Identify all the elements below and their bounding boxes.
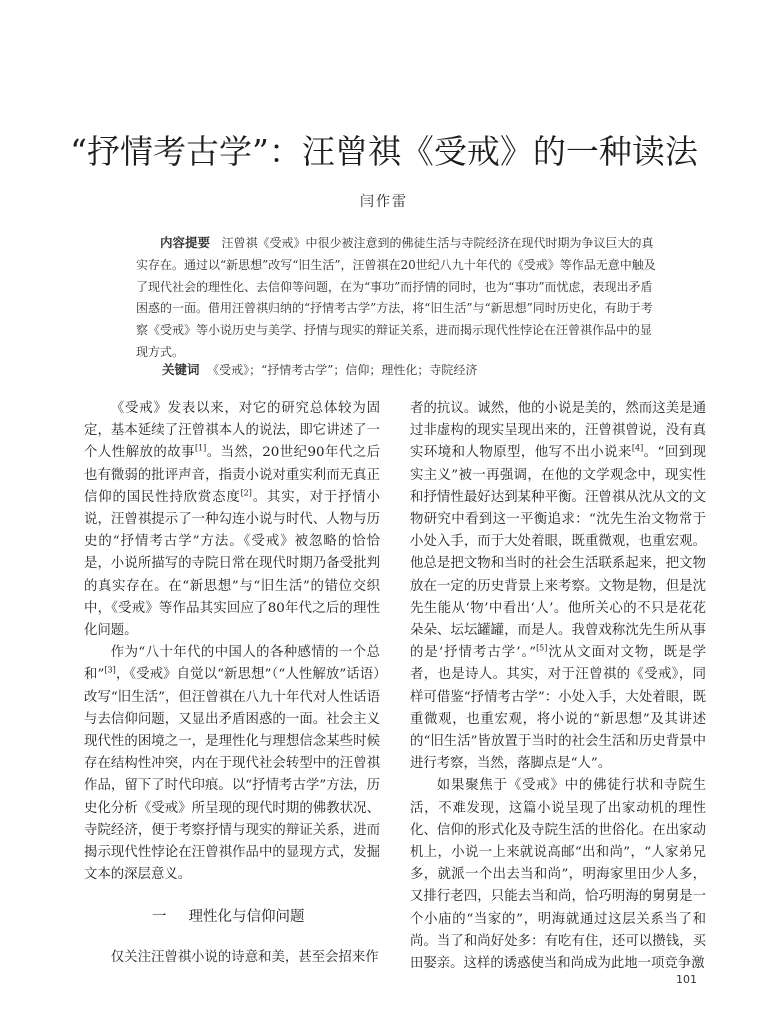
- abstract-paragraph: [136, 232, 658, 364]
- keywords-text: 《受戒》；“抒情考古学”；信仰；理性化；寺院经济: [207, 363, 478, 377]
- right-column: [410, 398, 706, 975]
- body-paragraph: 《受戒》发表以来，对它的研究总体较为固定，基本延续了汪曾祺本人的说法，即它讲述了一个人性解放的故事[1]。当然，20世纪90年代之后也有微弱的批评声音，指责小说对重实利而无真正信仰的国民性持欣赏态度[2]。其实，对于抒情小说，汪曾祺提示了一种勾连小说与时代、人物与历史的“抒情考古学”方法。《受戒》被忽略的恰恰是，小说所描写的寺院日常在现代时期乃备受批判的真实存在。在“新思想”与“旧生活”的错位交织中，《受戒》等作品其实回应了80年代之后的理性化问题。: [84, 401, 381, 639]
- abstract-label: 内容提要: [160, 235, 211, 250]
- citation-ref: [5]: [536, 643, 548, 653]
- article-title: “抒情考古学”：汪曾祺《受戒》的一种读法: [70, 132, 698, 171]
- keywords-label: 关键词: [162, 362, 200, 377]
- abstract-text: 汪曾祺《受戒》中很少被注意到的佛徒生活与寺院经济在现代时期为争议巨大的真实存在。通过以“新思想”改写“旧生活”，汪曾祺在20世纪八九十年代的《受戒》等作品无意中触及了现代社会的理性化、去信仰等问题，在为“事功”而抒情的同时，也为“事功”而忧虑，表现出矛盾困惑的一面。借用汪曾祺归纳的“抒情考古学”方法，将“旧生活”与“新思想”同时历史化，有助于考察《受戒》等小说历史与美学、抒情与现实的辩证关系，进而揭示现代性悖论在汪曾祺作品中的显现方式。: [136, 236, 656, 359]
- citation-ref: [3]: [104, 665, 116, 675]
- keywords: [162, 360, 662, 378]
- body-paragraph: 作为“八十年代的中国人的各种感情的一个总和”[3]，《受戒》自觉以“新思想”（“人性解放”话语）改写“旧生活”，但汪曾祺在八九十年代对人性话语与去信仰问题，又显出矛盾困惑的一面。社会主义现代性的困境之一，是理性化与理想信念某些时候存在结构性冲突，内在于现代社会转型中的汪曾祺作品，留下了时代印痕。以“抒情考古学”方法，历史化分析《受戒》所呈现的现代时期的佛教状况、寺院经济，便于考察抒情与现实的辩证关系，进而揭示现代性悖论在汪曾祺作品中的显现方式，发掘文本的深层意义。: [84, 645, 380, 883]
- left-column: [84, 398, 380, 969]
- section-heading: [84, 906, 380, 928]
- abstract: [136, 232, 658, 364]
- section-number: 一: [152, 909, 167, 926]
- body-paragraph: 如果聚焦于《受戒》中的佛徒行状和寺院生活，不难发现，这篇小说呈现了出家动机的理性化、信仰的形式化及寺院生活的世俗化。在出家动机上，小说一上来就说高邮“出和尚”，“人家弟兄多，就派一个出去当和尚”，明海家里田少人多，又排行老四，只能去当和尚，恰巧明海的舅舅是一个小庙的“当家的”，明海就通过这层关系当了和尚。当了和尚好处多：有吃有住，还可以攒钱，买田娶亲。这样的诱惑使当和尚成为此地一项竞争激: [410, 778, 706, 972]
- citation-ref: [2]: [240, 488, 252, 498]
- author-name: 闫作雷: [360, 194, 408, 210]
- page-number: 101: [676, 973, 697, 986]
- body-paragraph: 者的抗议。诚然，他的小说是美的，然而这美是通过非虚构的现实呈现出来的，汪曾祺曾说，没有真实环境和人物原型，他写不出小说来[4]。“回到现实主义”被一再强调，在他的文学观念中，现实性和抒情性最好达到某种平衡。汪曾祺从沈从文的文物研究中看到这一平衡追求：“沈先生治文物常于小处入手，而于大处着眼，既重微观，也重宏观。他总是把文物和当时的社会生活联系起来，把文物放在一定的历史背景上来考察。文物是物，但是沈先生能从‘物’中看出‘人’。他所关心的不只是花花朵朵、坛坛罐罐，而是人。我曾戏称沈先生所从事的是‘抒情考古学’。”[5]沈从文面对文物，既是学者，也是诗人。其实，对于汪曾祺的《受戒》，同样可借鉴“抒情考古学”：小处入手，大处着眼，既重微观，也重宏观，将小说的“新思想”及其讲述的“旧生活”皆放置于当时的社会生活和历史背景中进行考察，当然，落脚点是“人”。: [410, 401, 706, 772]
- citation-ref: [4]: [631, 443, 644, 453]
- citation-ref: [1]: [194, 443, 207, 453]
- section-title: 理性化与信仰问题: [188, 909, 305, 926]
- body-paragraph: 仅关注汪曾祺小说的诗意和美，甚至会招来作: [110, 949, 379, 965]
